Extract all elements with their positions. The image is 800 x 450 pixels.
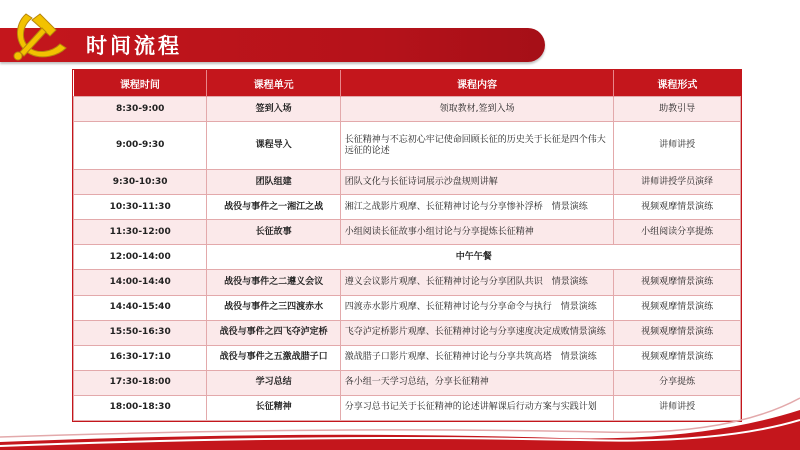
cell-format: 讲师讲授 [614,395,741,420]
table-row [74,270,741,295]
schedule-table [73,70,741,421]
cell-content: 小组阅读长征故事小组讨论与分享提炼长征精神 [340,220,613,245]
cell-time: 8:30-9:00 [74,97,207,122]
cell-content: 遵义会议影片观摩、长征精神讨论与分享团队共识 情景演练 [340,270,613,295]
cell-unit: 长征故事 [207,220,340,245]
table-row [74,320,741,345]
schedule-table-container [72,69,742,422]
cell-time: 15:50-16:30 [74,320,207,345]
cell-content: 湘江之战影片观摩、长征精神讨论与分享惨补浮桥 情景演练 [340,195,613,220]
cell-format: 视频观摩情景演练 [614,320,741,345]
cell-content: 飞夺泸定桥影片观摩、长征精神讨论与分享速度决定成败情景演练 [340,320,613,345]
header-unit: 课程单元 [207,70,340,97]
cell-time: 9:30-10:30 [74,170,207,195]
table-row [74,122,741,170]
cell-time: 9:00-9:30 [74,122,207,170]
cell-content: 领取教材,签到入场 [340,97,613,122]
page-title: 时间流程 [86,34,182,58]
cell-unit: 战役与事件之一湘江之战 [207,195,340,220]
cell-content: 分享习总书记关于长征精神的论述讲解课后行动方案与实践计划 [340,395,613,420]
cell-unit: 签到入场 [207,97,340,122]
cell-time: 18:00-18:30 [74,395,207,420]
cell-content: 四渡赤水影片观摩、长征精神讨论与分享命令与执行 情景演练 [340,295,613,320]
cell-content: 长征精神与不忘初心牢记使命回顾长征的历史关于长征是四个伟大远征的论述 [340,122,613,170]
cell-unit: 课程导入 [207,122,340,170]
title-banner [0,28,545,62]
header-format: 课程形式 [614,70,741,97]
bottom-decoration [0,390,800,450]
table-row [74,97,741,122]
cell-time: 14:00-14:40 [74,270,207,295]
cell-format: 小组阅读分享提炼 [614,220,741,245]
table-row [74,170,741,195]
cell-time: 11:30-12:00 [74,220,207,245]
hammer-sickle-icon [6,6,78,66]
cell-time: 16:30-17:10 [74,345,207,370]
cell-time: 12:00-14:00 [74,245,207,270]
cell-unit: 战役与事件之五激战腊子口 [207,345,340,370]
cell-content: 各小组一天学习总结，分享长征精神 [340,370,613,395]
table-row [74,220,741,245]
cell-format: 视频观摩情景演练 [614,195,741,220]
cell-format: 分享提炼 [614,370,741,395]
cell-unit: 战役与事件之三四渡赤水 [207,295,340,320]
cell-time: 14:40-15:40 [74,295,207,320]
table-row [74,345,741,370]
cell-content: 激战腊子口影片观摩、长征精神讨论与分享共筑高塔 情景演练 [340,345,613,370]
cell-content: 团队文化与长征诗词展示沙盘规则讲解 [340,170,613,195]
table-header-row [74,70,741,97]
cell-format: 视频观摩情景演练 [614,345,741,370]
cell-unit: 学习总结 [207,370,340,395]
cell-format: 视频观摩情景演练 [614,295,741,320]
table-row [74,295,741,320]
cell-unit: 长征精神 [207,395,340,420]
header-time: 课程时间 [74,70,207,97]
cell-unit: 团队组建 [207,170,340,195]
cell-lunch: 中午午餐 [207,245,741,270]
cell-format: 视频观摩情景演练 [614,270,741,295]
table-row [74,195,741,220]
cell-format: 讲师讲授学员演绎 [614,170,741,195]
cell-unit: 战役与事件之二遵义会议 [207,270,340,295]
table-row [74,245,741,270]
cell-time: 10:30-11:30 [74,195,207,220]
cell-format: 讲师讲授 [614,122,741,170]
cell-format: 助教引导 [614,97,741,122]
cell-time: 17:30-18:00 [74,370,207,395]
header-content: 课程内容 [340,70,613,97]
cell-unit: 战役与事件之四飞夺泸定桥 [207,320,340,345]
